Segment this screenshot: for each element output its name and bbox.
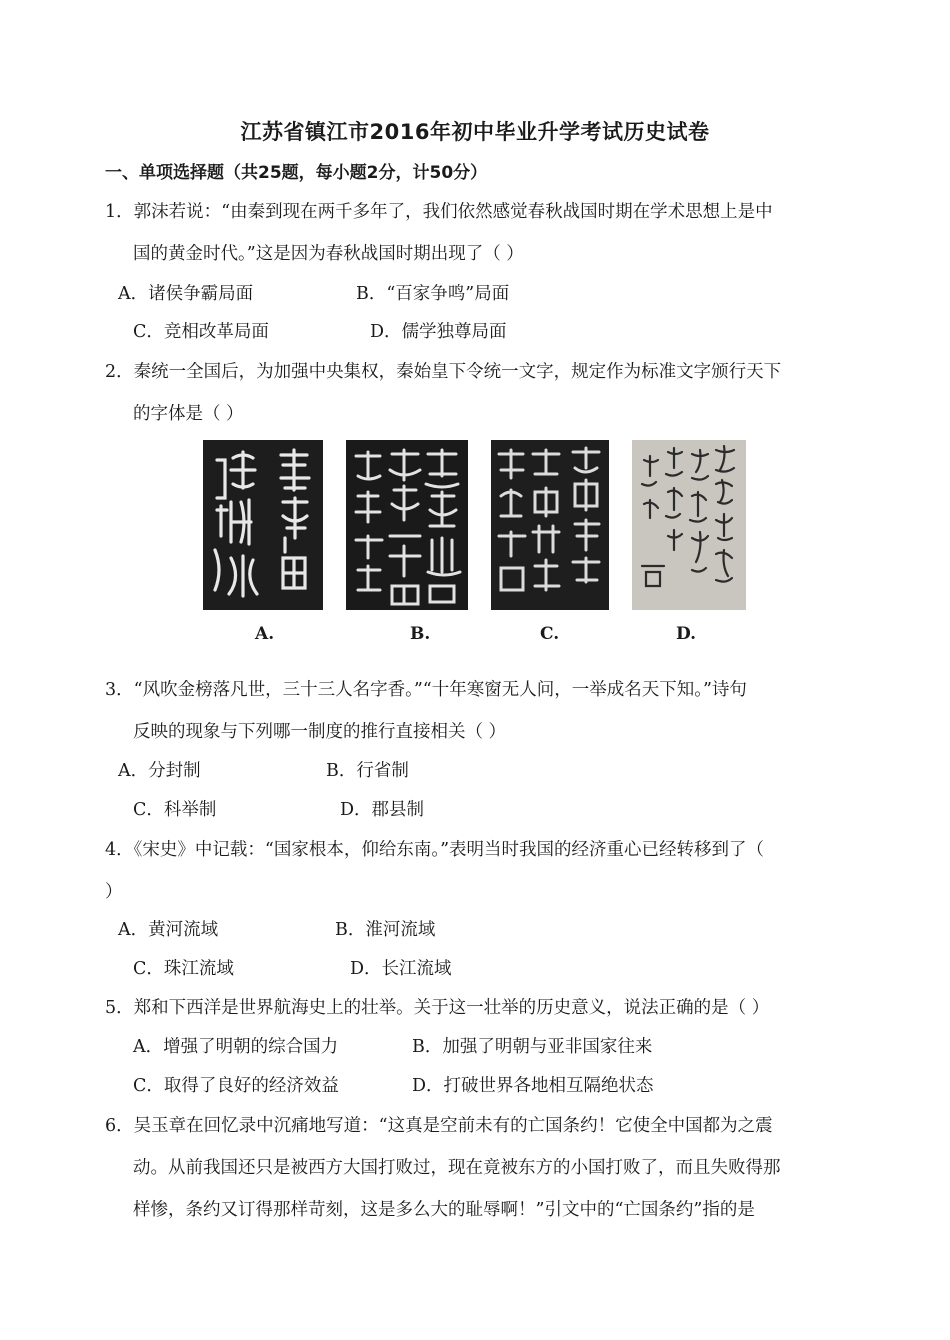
question-4-option-b[interactable]: B．淮河流域 [335,920,436,940]
question-1-option-b[interactable]: B．“百家争鸣”局面 [356,284,510,304]
question-5-option-d[interactable]: D．打破世界各地相互隔绝状态 [412,1076,654,1096]
regular-script-calligraphy-icon[interactable] [491,440,609,610]
question-3-option-a[interactable]: A．分封制 [118,761,201,781]
question-1-option-c[interactable]: C．竞相改革局面 [133,322,269,342]
question-3-option-c[interactable]: C．科举制 [133,800,217,820]
image-label-a: A. [255,624,275,644]
question-6-line-1: 6．吴玉章在回忆录中沉痛地写道：“这真是空前未有的亡国条约！它使全中国都为之震 [105,1116,773,1136]
question-6-line-2: 动。从前我国还只是被西方大国打败过，现在竟被东方的小国打败了，而且失败得那 [133,1158,781,1178]
question-6-line-3: 样惨，条约又订得那样苛刻，这是多么大的耻辱啊！”引文中的“亡国条约”指的是 [133,1200,755,1220]
image-label-b: B. [410,624,431,644]
question-3-option-b[interactable]: B．行省制 [326,761,409,781]
clerical-script-calligraphy-icon[interactable] [346,440,468,610]
question-4-line-1: 4．《宋史》中记载：“国家根本，仰给东南。”表明当时我国的经济重心已经转移到了（ [105,840,765,860]
question-1-line-1: 1．郭沫若说：“由秦到现在两千多年了，我们依然感觉春秋战国时期在学术思想上是中 [105,202,773,222]
question-4-line-2: ） [105,882,123,902]
question-4-option-c[interactable]: C．珠江流域 [133,959,234,979]
question-5-line-1: 5．郑和下西洋是世界航海史上的壮举。关于这一壮举的历史意义，说法正确的是（ ） [105,998,770,1018]
question-3-line-2: 反映的现象与下列哪一制度的推行直接相关（ ） [133,722,507,742]
question-2-line-1: 2．秦统一全国后，为加强中央集权，秦始皇下令统一文字，规定作为标准文字颁行天下 [105,362,782,382]
question-1-option-a[interactable]: A．诸侯争霸局面 [118,284,254,304]
question-2-line-2: 的字体是（ ） [133,404,244,424]
section-heading: 一、单项选择题（共25题，每小题2分，计50分） [105,163,488,183]
image-label-c: C. [540,624,560,644]
exam-title: 江苏省镇江市2016年初中毕业升学考试历史试卷 [240,120,710,144]
question-5-option-a[interactable]: A．增强了明朝的综合国力 [133,1037,339,1057]
question-1-line-2: 国的黄金时代。”这是因为春秋战国时期出现了（ ） [133,244,524,264]
image-label-d: D. [676,624,697,644]
question-3-line-1: 3．“风吹金榜落凡世，三十三人名字香。”“十年寒窗无人问，一举成名天下知。”诗句 [105,680,747,700]
question-1-option-d[interactable]: D．儒学独尊局面 [370,322,507,342]
question-4-option-d[interactable]: D．长江流域 [350,959,452,979]
question-3-option-d[interactable]: D．郡县制 [340,800,425,820]
running-script-calligraphy-icon[interactable] [632,440,746,610]
question-5-option-b[interactable]: B．加强了明朝与亚非国家往来 [412,1037,653,1057]
question-5-option-c[interactable]: C．取得了良好的经济效益 [133,1076,339,1096]
question-4-option-a[interactable]: A．黄河流域 [118,920,219,940]
small-seal-script-calligraphy-icon[interactable] [203,440,323,610]
